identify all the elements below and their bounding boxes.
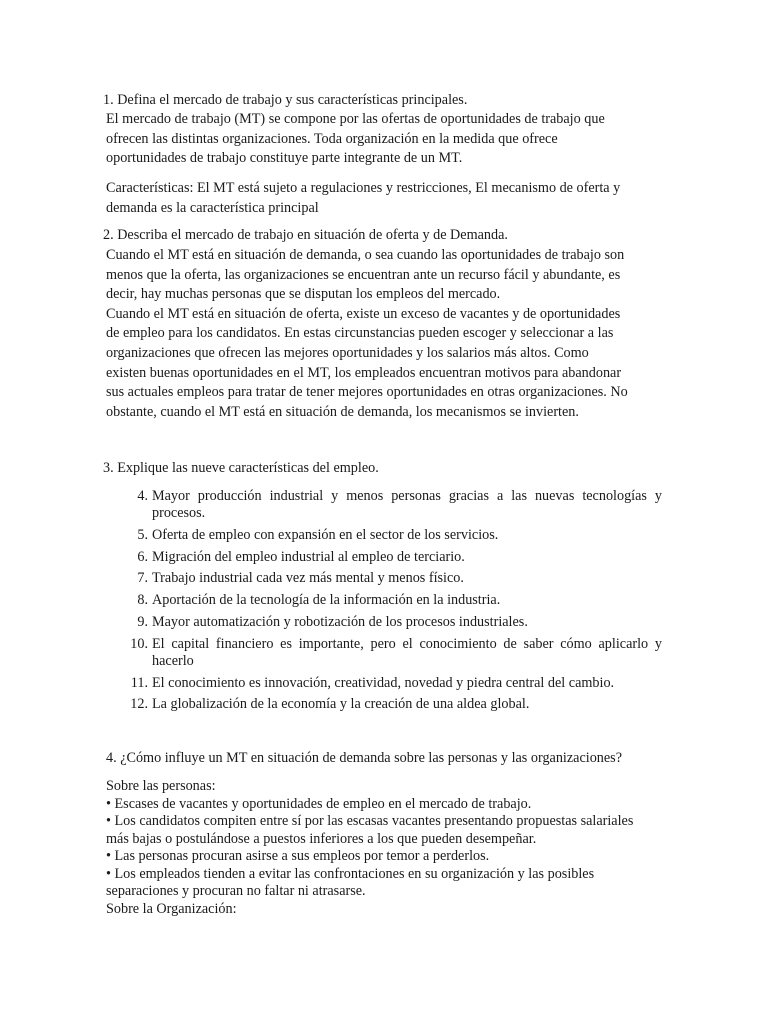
question-1-definition [106,110,662,169]
text-line: obstante, cuando el MT está en situación de demanda, los mecanismos se invierten. [106,403,579,420]
text-line: • Los empleados tienden a evitar las confrontaciones en su organización y las posibles [106,865,595,882]
question-2-heading: 2. Describa el mercado de trabajo en situación de oferta y de Demanda. [103,227,508,243]
text-line: • Los candidatos compiten entre sí por las escasas vacantes presentando propuestas salariales [106,813,634,829]
list-item: 9. Mayor automatización y robotización de los procesos industriales. [137,613,528,630]
question-3-heading: 3. Explique las nueve características del empleo. [103,460,379,476]
list-item: 5. Oferta de empleo con expansión en el sector de los servicios. [137,526,499,543]
list-item: 6. Migración del empleo industrial al empleo de terciario. [137,548,465,565]
text-line: organizaciones que ofrecen las mejores oportunidades y los salarios más altos. Como [106,344,589,361]
text-line: demanda es la característica principal [106,199,319,216]
text-line: sus actuales empleos para tratar de tener mejores oportunidades en otras organizaciones. No [106,384,628,401]
text-line: Cuando el MT está en situación de demanda, o sea cuando las oportunidades de trabajo son [106,247,625,263]
list-item: 7. Trabajo industrial cada vez más mental y menos físico. [137,570,464,587]
text-line: • Escases de vacantes y oportunidades de empleo en el mercado de trabajo. [106,795,532,812]
question-4-heading: 4. ¿Cómo influye un MT en situación de demanda sobre las personas y las organizaciones? [106,750,623,766]
question-1-heading: 1. Defina el mercado de trabajo y sus características principales. [103,92,468,108]
question-1-features [106,179,662,218]
text-line: Sobre las personas: [106,778,216,794]
text-line: Características: El MT está sujeto a regulaciones y restricciones, El mecanismo de oferta y [106,180,621,196]
list-item: 4. Mayor producción industrial y menos personas gracias a las nuevas tecnologías y procesos. [137,488,662,521]
text-line: más bajas o postulándose a puestos inferiores a los que pueden desempeñar. [106,830,537,847]
text-line: Cuando el MT está en situación de oferta, existe un exceso de vacantes y de oportunidades [106,305,621,322]
text-line: separaciones y procuran no faltar ni atrasarse. [106,883,366,899]
list-item: 10. El capital financiero es importante, pero el conocimiento de saber cómo aplicarlo y hacerlo [130,635,662,669]
text-line: oportunidades de trabajo constituye parte integrante de un MT. [106,150,463,167]
text-line: de empleo para los candidatos. En estas circunstancias pueden escoger y seleccionar a las [106,325,614,342]
question-4-answer [106,778,662,918]
employment-characteristics-list [126,488,662,718]
list-item: 12. La globalización de la economía y la creación de una aldea global. [130,696,530,713]
list-item: 8. Aportación de la tecnología de la información en la industria. [137,592,501,609]
text-line: existen buenas oportunidades en el MT, los empleados encuentran motivos para abandonar [106,364,622,381]
text-line: • Las personas procuran asirse a sus empleos por temor a perderlos. [106,848,490,864]
question-2-answer [106,246,662,422]
text-line: ofrecen las distintas organizaciones. Toda organización en la medida que ofrece [106,130,558,147]
text-line: menos que la oferta, las organizaciones se encuentran ante un recurso fácil y abundante, es [106,266,621,283]
text-line: El mercado de trabajo (MT) se compone por las ofertas de oportunidades de trabajo que [106,111,605,127]
text-line: decir, hay muchas personas que se disputan los empleos del mercado. [106,286,501,303]
list-item: 11. El conocimiento es innovación, creatividad, novedad y piedra central del cambio. [130,674,615,691]
text-line: Sobre la Organización: [106,900,237,917]
